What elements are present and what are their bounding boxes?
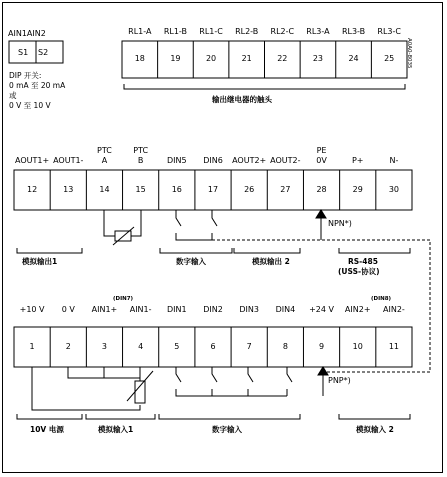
mid-terminal-block [14, 170, 412, 210]
relay-label-3: RL2-B [235, 27, 259, 36]
bot-terminal-2: 3 [101, 342, 107, 351]
mid-terminal-7: 27 [280, 185, 291, 194]
bot-terminal-6: 7 [246, 342, 252, 351]
mid-terminal-3: 15 [135, 185, 146, 194]
relay-label-2: RL1-C [199, 27, 223, 36]
mid-caption-rs485: RS-485 [348, 257, 378, 266]
mid-label-4: DIN5 [167, 156, 187, 165]
relay-label-6: RL3-B [341, 27, 366, 36]
mid-label-8-line0: PE [316, 146, 327, 155]
bot-label-10: AIN2- [383, 305, 405, 314]
mid-label-10: N- [389, 156, 399, 165]
bot-terminal-10: 11 [388, 342, 399, 351]
mid-terminal-2: 14 [99, 185, 110, 194]
dip-switch-s2: S2 [38, 48, 49, 57]
bot-label-0: +10 V [19, 305, 45, 314]
bot-caption-analog-in-2: 模拟输入 2 [356, 425, 394, 434]
brace-10v [17, 414, 82, 419]
relay-terminal-3: 21 [241, 54, 252, 63]
mid-label-6: AOUT2+ [232, 156, 267, 165]
relay-terminal-5: 23 [312, 54, 324, 63]
relay-caption: 输出继电器的触头 [212, 95, 272, 104]
mid-label-0: AOUT1+ [14, 156, 50, 165]
din8-label: (DIN8) [371, 296, 392, 302]
relay-terminal-1: 19 [170, 54, 181, 63]
mid-caption-digital-input: 数字输入 [176, 257, 206, 266]
bot-label-7: DIN4 [275, 305, 296, 314]
bot-label-6: DIN3 [239, 305, 259, 314]
mid-label-2-line1: A [101, 156, 108, 165]
bot-label-8: +24 V [309, 305, 334, 314]
dip-header: AIN1AIN2 [8, 29, 46, 38]
bot-label-4: DIN1 [167, 305, 187, 314]
potentiometer-symbol [135, 381, 145, 403]
relay-label-0: RL1-A [128, 27, 152, 36]
pnp-label: PNP*) [328, 376, 351, 385]
brace-digital-input-mid [160, 248, 232, 253]
relay-terminal-0: 18 [134, 54, 145, 63]
bot-label-9: AIN2+ [344, 305, 371, 314]
mid-caption-analog-out-1: 模拟输出1 [22, 257, 58, 266]
dip-switch-s1: S1 [18, 48, 29, 57]
mid-terminal-0: 12 [26, 185, 38, 194]
bot-terminal-1: 2 [65, 342, 71, 351]
mid-label-3-line0: PTC [133, 146, 149, 155]
relay-label-5: RL3-A [306, 27, 330, 36]
dip-desc-line4: 0 V 至 10 V [9, 101, 51, 110]
bot-label-5: DIN2 [203, 305, 223, 314]
mid-label-8-line1: 0V [316, 156, 327, 165]
bot-terminal-5: 6 [210, 342, 216, 351]
mid-caption-uss: (USS-协议) [338, 267, 380, 276]
bot-label-1: 0 V [61, 305, 75, 314]
bot-terminal-4: 5 [174, 342, 180, 351]
brace-digital-input-bot [159, 414, 300, 419]
relay-brace [124, 84, 405, 89]
relay-terminal-4: 22 [277, 54, 288, 63]
mid-label-1: AOUT1- [53, 156, 84, 165]
brace-analog-in-1 [86, 414, 155, 419]
brace-rs485 [339, 248, 410, 253]
mid-caption-analog-out-2: 模拟输出 2 [252, 257, 290, 266]
bot-caption-digital-input: 数字输入 [212, 425, 242, 434]
relay-code: A0A0-8035 [406, 38, 412, 69]
mid-terminal-4: 16 [171, 185, 182, 194]
relay-label-4: RL2-C [270, 27, 295, 36]
bot-label-3: AIN1- [129, 305, 152, 314]
bot-terminal-8: 9 [318, 342, 325, 351]
bot-terminal-9: 10 [352, 342, 363, 351]
mid-label-5: DIN6 [203, 156, 223, 165]
relay-label-7: RL3-C [377, 27, 401, 36]
relay-terminal-2: 20 [205, 54, 217, 63]
relay-label-1: RL1-B [163, 27, 188, 36]
mid-terminal-1: 13 [63, 185, 74, 194]
dip-desc-line1: DIP 开关: [9, 71, 42, 80]
mid-terminal-6: 26 [244, 185, 255, 194]
bot-caption-analog-in-1: 模拟输入1 [98, 425, 134, 434]
mid-label-7: AOUT2- [270, 156, 301, 165]
din7-label: (DIN7) [113, 296, 134, 302]
bot-caption-10v: 10V 电源 [30, 425, 64, 434]
mid-terminal-10: 30 [388, 185, 399, 194]
mid-terminal-5: 17 [207, 185, 219, 194]
mid-label-3-line1: B [137, 156, 144, 165]
mid-terminal-8: 28 [316, 185, 327, 194]
brace-analog-out-1 [17, 248, 82, 253]
npn-label: NPN*) [328, 219, 352, 228]
bot-terminal-3: 4 [138, 342, 144, 351]
brace-analog-out-2 [234, 248, 300, 253]
relay-terminal-6: 24 [348, 54, 359, 63]
brace-analog-in-2 [339, 414, 410, 419]
relay-terminal-7: 25 [384, 54, 395, 63]
bot-terminal-0: 1 [29, 342, 35, 351]
mid-label-9: P+ [351, 156, 364, 165]
bot-label-2: AIN1+ [91, 305, 118, 314]
dip-desc-line3: 或 [9, 91, 17, 100]
bot-terminal-block [14, 327, 412, 367]
dip-desc-line2: 0 mA 至 20 mA [9, 81, 66, 90]
mid-terminal-9: 29 [352, 185, 363, 194]
mid-label-2-line0: PTC [97, 146, 112, 155]
bot-terminal-7: 8 [282, 342, 288, 351]
